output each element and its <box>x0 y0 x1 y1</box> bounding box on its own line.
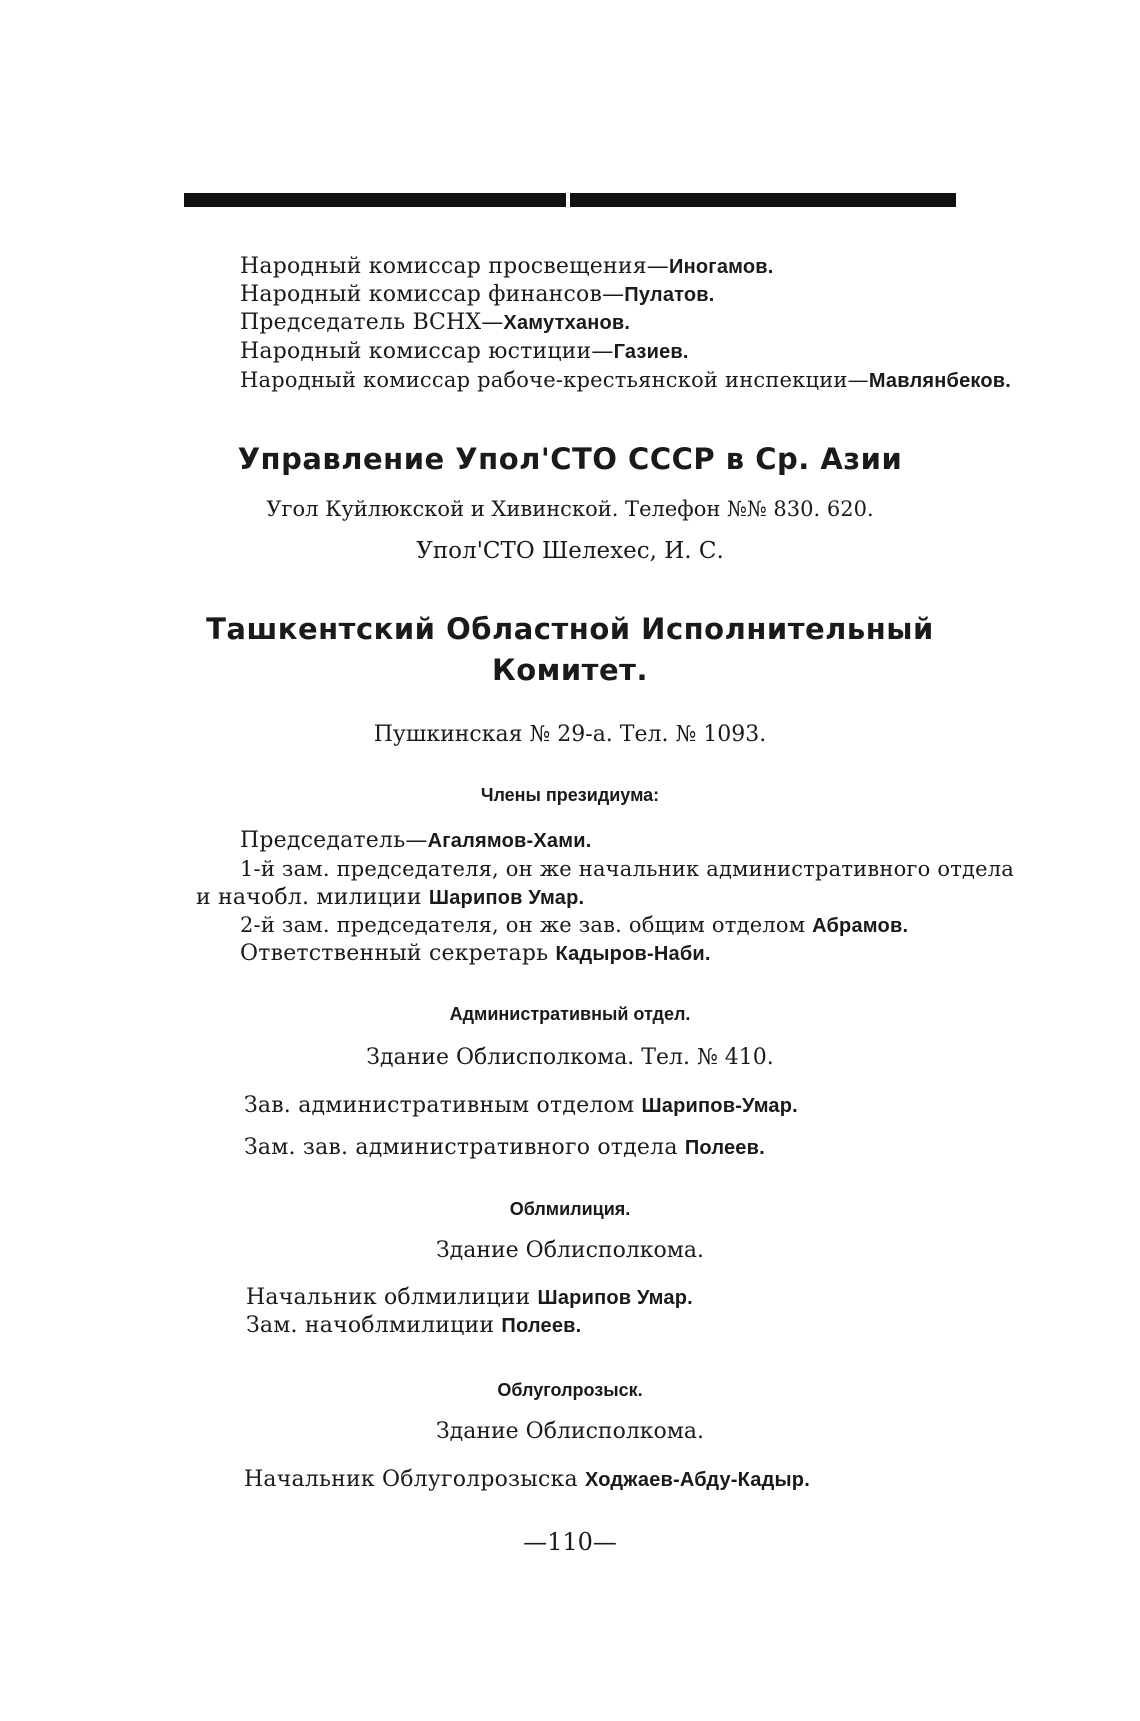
staff-name: Полеев. <box>684 1137 765 1159</box>
member-role: Ответственный секретарь <box>240 941 556 966</box>
commissar-role: Народный комиссар просвещения— <box>240 254 670 279</box>
staff-name: Шарипов-Умар. <box>641 1095 798 1117</box>
presidium-heading: Члены президиума: <box>480 785 660 805</box>
commissar-line <box>240 254 774 279</box>
member-name: Агалямов-Хами. <box>427 830 592 852</box>
rozysk-staff-line <box>244 1467 810 1492</box>
page-number: —110— <box>523 1528 617 1556</box>
ispolkom-title-line2: Комитет. <box>492 653 648 687</box>
staff-role: Зав. административным отделом <box>244 1093 642 1118</box>
staff-role: Начальник облмилиции <box>246 1285 538 1310</box>
staff-name: Полеев. <box>501 1315 582 1337</box>
member-name: Абрамов. <box>812 915 909 937</box>
commissar-name: Хамутханов. <box>503 312 631 334</box>
commissar-name: Иногамов. <box>669 256 774 278</box>
top-rule-gap <box>566 193 570 207</box>
member-line <box>240 828 591 853</box>
ispolkom-address: Пушкинская № 29-а. Тел. № 1093. <box>373 722 767 747</box>
member-line <box>240 857 1014 881</box>
member-role: Председатель— <box>240 828 428 853</box>
commissar-role: Народный комиссар рабоче-крестьянской инспекции— <box>240 368 869 392</box>
staff-name: Шарипов Умар. <box>537 1287 693 1309</box>
commissar-line <box>240 368 1011 393</box>
militsiya-staff-line <box>246 1313 581 1338</box>
staff-role: Зам. начоблмилиции <box>246 1313 502 1338</box>
member-line <box>240 913 908 938</box>
commissar-line <box>240 339 689 364</box>
commissar-line <box>240 282 715 307</box>
member-line <box>196 885 584 910</box>
commissar-role: Народный комиссар финансов— <box>240 282 625 307</box>
staff-name: Ходжаев-Абду-Кадыр. <box>584 1469 810 1491</box>
admin-staff-line <box>244 1135 765 1160</box>
staff-role: Зам. зав. административного отдела <box>244 1135 685 1160</box>
member-role: 2-й зам. председателя, он же зав. общим отделом <box>240 913 813 937</box>
staff-role: Начальник Облуголрозыска <box>244 1467 585 1492</box>
oblmilitsiya-heading: Облмилиция. <box>509 1199 631 1219</box>
commissar-name: Газиев. <box>613 341 689 363</box>
member-role: и начобл. милиции <box>196 885 429 910</box>
ispolkom-title-line1: Ташкентский Областной Исполнительный <box>206 612 934 646</box>
top-rule <box>184 193 956 207</box>
uplsto-address: Угол Куйлюкской и Хивинской. Телефон №№ 830. 620. <box>266 497 874 521</box>
commissar-line <box>240 310 630 335</box>
militsiya-staff-line <box>246 1285 693 1310</box>
admin-staff-line <box>244 1093 798 1118</box>
commissar-name: Пулатов. <box>624 284 715 306</box>
admin-dept-heading: Административный отдел. <box>449 1004 691 1024</box>
member-name: Шарипов Умар. <box>428 887 585 909</box>
admin-dept-address: Здание Облисполкома. Тел. № 410. <box>366 1045 774 1070</box>
commissar-name: Мавлянбеков. <box>868 370 1012 392</box>
oblugolrozysk-heading: Облуголрозыск. <box>497 1380 643 1400</box>
member-name: Кадыров-Наби. <box>555 943 711 965</box>
member-line <box>240 941 711 966</box>
member-role: 1-й зам. председателя, он же начальник административного отдела <box>240 857 1015 881</box>
oblugolrozysk-address: Здание Облисполкома. <box>435 1419 705 1444</box>
commissar-role: Председатель ВСНХ— <box>240 310 504 335</box>
uplsto-head: Упол'СТО Шелехес, И. С. <box>416 538 724 564</box>
oblmilitsiya-address: Здание Облисполкома. <box>435 1238 705 1263</box>
uplsto-title: Управление Упол'СТО СССР в Ср. Азии <box>237 442 903 476</box>
commissar-role: Народный комиссар юстиции— <box>240 339 614 364</box>
